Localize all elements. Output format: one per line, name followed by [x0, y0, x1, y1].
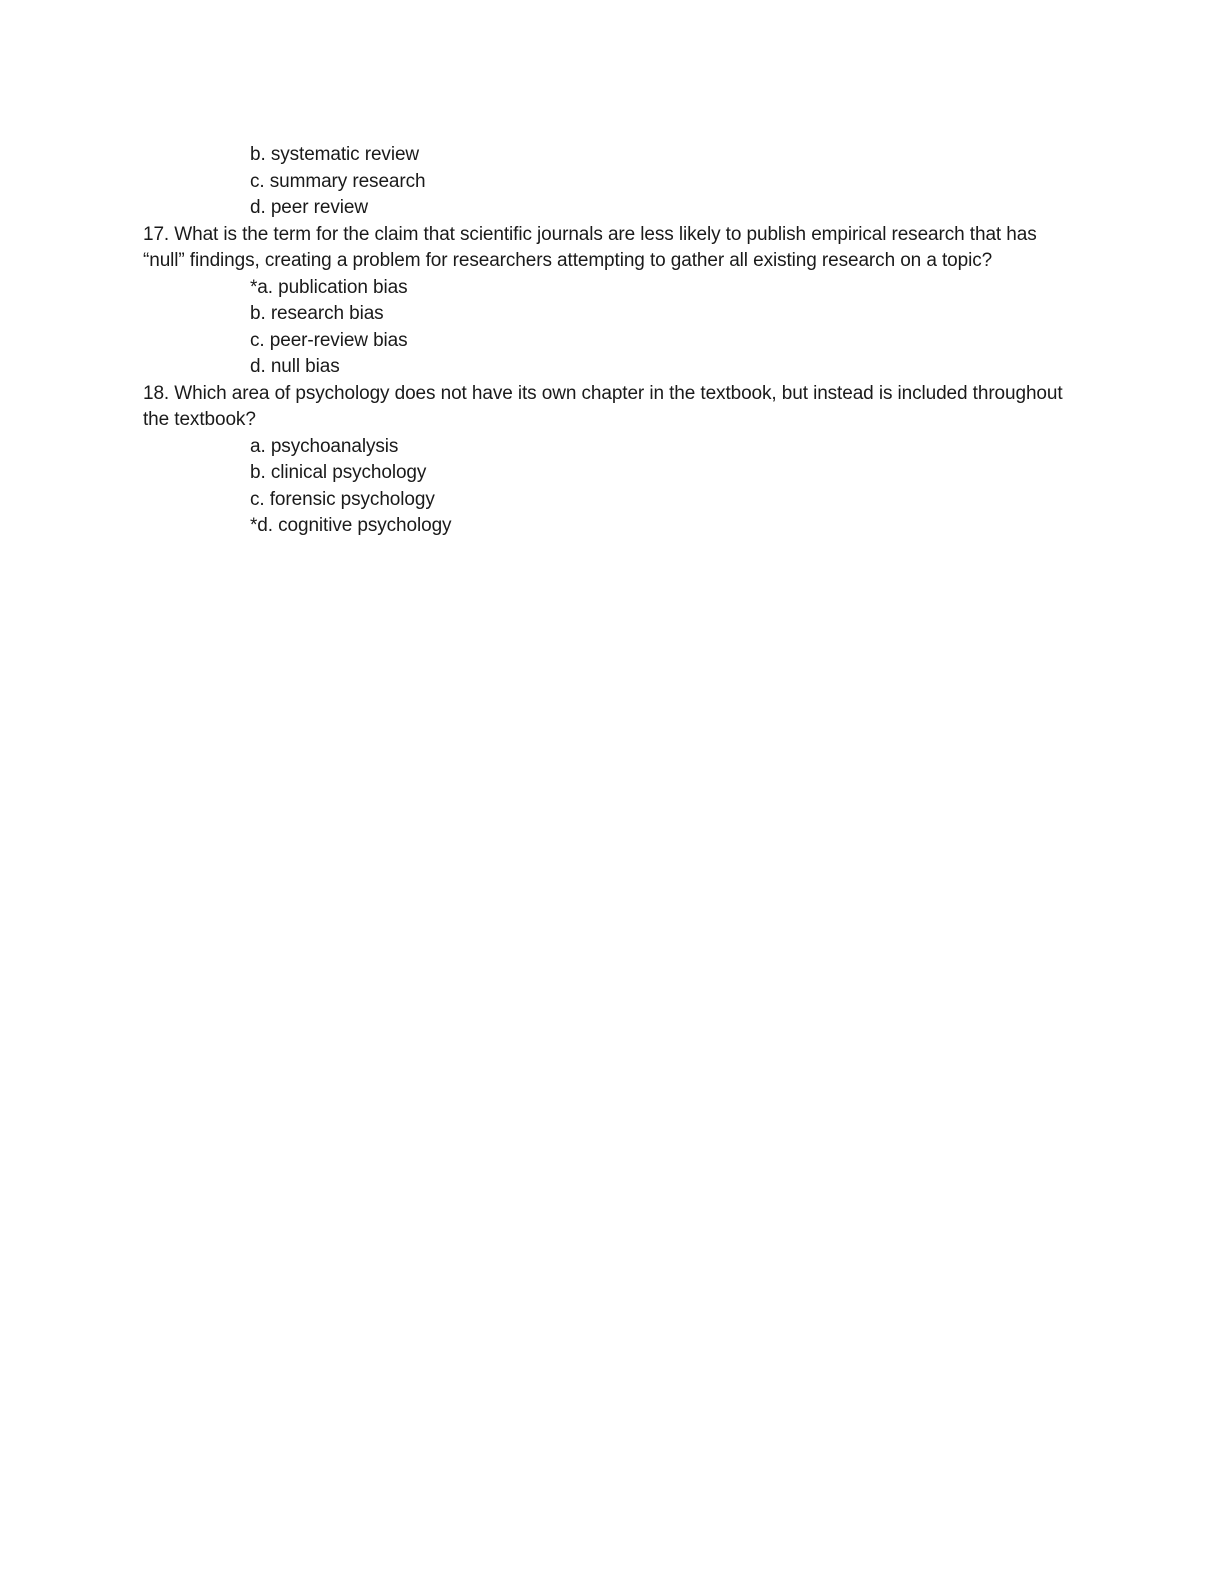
answer-option: c. forensic psychology [250, 488, 435, 510]
page-content [143, 142, 1083, 540]
answer-option: a. psychoanalysis [250, 435, 399, 457]
answer-option: b. research bias [250, 303, 384, 324]
answer-option: *d. cognitive psychology [250, 515, 452, 536]
answer-option: b. systematic review [250, 144, 420, 165]
answer-option: d. peer review [250, 197, 368, 218]
answer-option: d. null bias [250, 356, 340, 377]
answer-option: *a. publication bias [250, 276, 408, 298]
answer-option: c. summary research [250, 170, 426, 192]
answer-option: b. clinical psychology [250, 462, 427, 483]
answer-option: c. peer-review bias [250, 329, 408, 351]
question-18: 18. Which area of psychology does not have its own chapter in the textbook, but instead is included throughout the textbook? [143, 382, 1063, 430]
question-17: 17. What is the term for the claim that scientific journals are less likely to publish empirical research that has “null” findings, creating a problem for researchers attempting to gather all existing research on a topic? [143, 223, 1037, 271]
